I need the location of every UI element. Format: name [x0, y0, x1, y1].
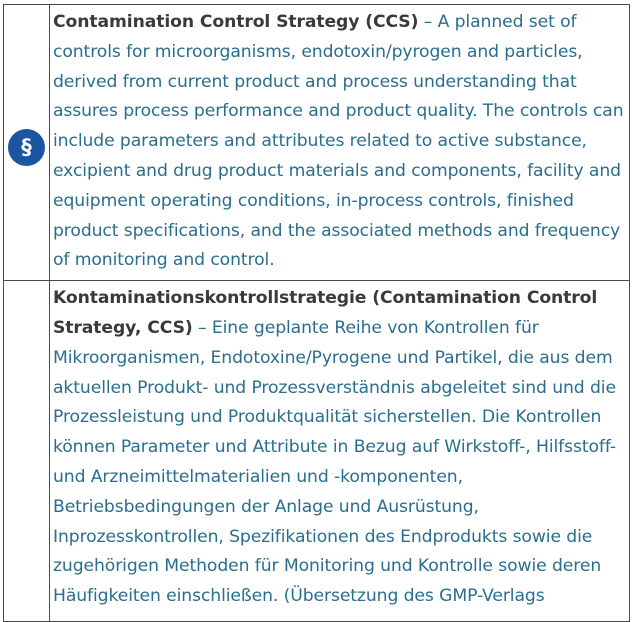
term-german: Kontaminationskontrollstrategie (Contamination Control Strategy, CCS): [53, 288, 598, 338]
term-separator: –: [192, 317, 212, 338]
paragraph-section-icon[interactable]: §: [8, 129, 45, 166]
table-row-english: [4, 5, 630, 281]
icon-cell: [4, 5, 50, 281]
table-row-german: [4, 281, 630, 622]
empty-icon-cell: [4, 281, 50, 622]
term-english: Contamination Control Strategy (CCS): [53, 12, 419, 32]
definition-table: [3, 4, 630, 622]
definition-german: Eine geplante Reihe von Kontrollen für Mikroorganismen, Endotoxine/Pyrogene und Partikel, die aus dem aktuellen Produkt- und Prozessverständnis abgeleitet sind und die Prozessleistung und Produktqualität sicherstellen. Die Kontrollen können Parameter und Attribute in Bezug auf Wirkstoff-, Hilfsstoff- und Arzneimittelmaterialien und -komponenten, Betriebsbedingungen der Anlage und Ausrüstung, Inprozesskontrollen, Spezifikationen des Endprodukts sowie die zugehörigen Methoden für Monitoring und Kontrolle sowie deren Häufigkeiten einschließen. (Übersetzung des GMP-Verlags: [53, 317, 616, 607]
definition-english: A planned set of controls for microorganisms, endotoxin/pyrogen and particles, derived from current product and process understanding that assures process performance and product quality. The controls can include parameters and attributes related to active substance, excipient and drug product materials and components, facility and equipment operating conditions, in-process controls, finished product specifications, and the associated methods and frequency of monitoring and control.: [53, 12, 624, 271]
definition-cell-german: [50, 281, 630, 622]
term-separator: –: [418, 12, 438, 32]
definition-cell-english: [50, 5, 630, 281]
